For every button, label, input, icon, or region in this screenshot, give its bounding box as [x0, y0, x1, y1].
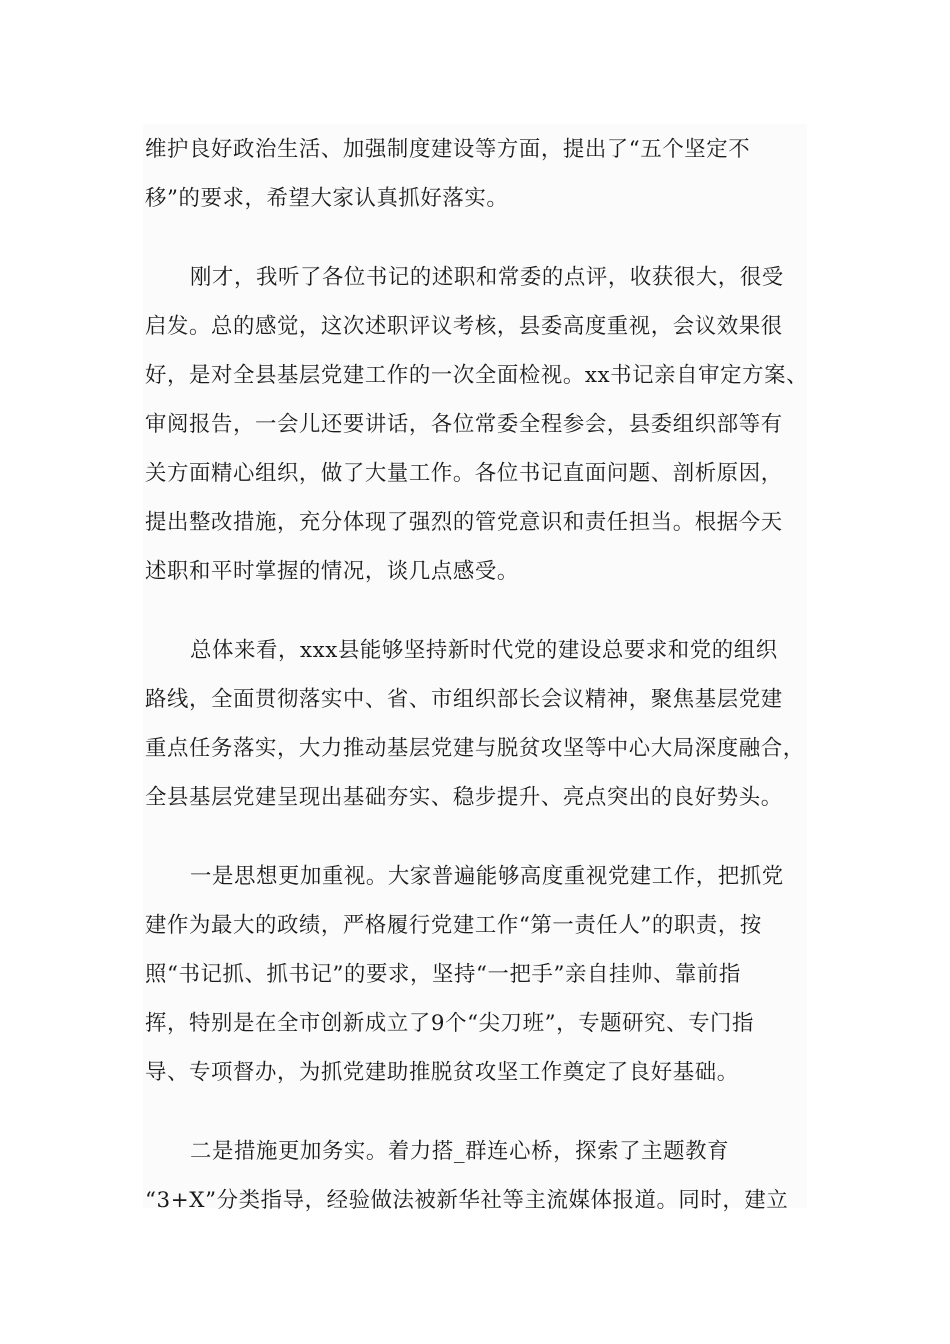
text-line: 照“书记抓、抓书记”的要求，坚持“一把手”亲自挂帅、靠前指: [145, 962, 741, 987]
text-line: 导、专项督办，为抓党建助推脱贫攻坚工作奠定了良好基础。: [145, 1060, 739, 1085]
text-line: 审阅报告，一会儿还要讲话，各位常委全程参会，县委组织部等有: [145, 412, 783, 437]
paragraph-3: [145, 626, 817, 822]
text-line: 刚才，我听了各位书记的述职和常委的点评，收获很大，很受: [190, 265, 784, 290]
text-line: 路线，全面贯彻落实中、省、市组织部长会议精神，聚焦基层党建: [145, 687, 783, 712]
text-line: 全县基层党建呈现出基础夯实、稳步提升、亮点突出的良好势头。: [145, 785, 783, 810]
paragraph-2: [145, 253, 817, 596]
text-line: 提出整改措施，充分体现了强烈的管党意识和责任担当。根据今天: [145, 510, 783, 535]
document-body: [145, 125, 817, 1255]
text-line: 一是思想更加重视。大家普遍能够高度重视党建工作，把抓党: [190, 864, 784, 889]
paragraph-5: [145, 1127, 817, 1225]
text-line: 维护良好政治生活、加强制度建设等方面，提出了“五个坚定不: [145, 137, 751, 162]
text-line: 述职和平时掌握的情况，谈几点感受。: [145, 559, 519, 584]
text-line: 好，是对全县基层党建工作的一次全面检视。xx书记亲自审定方案、: [145, 363, 809, 388]
text-line: 挥，特别是在全市创新成立了9个“尖刀班”，专题研究、专门指: [145, 1011, 755, 1036]
text-line: 关方面精心组织，做了大量工作。各位书记直面问题、剖析原因，: [145, 461, 783, 486]
text-line: 重点任务落实，大力推动基层党建与脱贫攻坚等中心大局深度融合，: [145, 736, 805, 761]
text-line: 二是措施更加务实。着力搭_群连心桥，探索了主题教育: [190, 1139, 730, 1164]
paragraph-4: [145, 852, 817, 1097]
text-line: “3+X”分类指导，经验做法被新华社等主流媒体报道。同时，建立: [145, 1188, 789, 1213]
text-line: 建作为最大的政绩，严格履行党建工作“第一责任人”的职责，按: [145, 913, 762, 938]
text-line: 启发。总的感觉，这次述职评议考核，县委高度重视，会议效果很: [145, 314, 783, 339]
text-line: 移”的要求，希望大家认真抓好落实。: [145, 186, 509, 211]
paragraph-1: [145, 125, 817, 223]
text-line: 总体来看，xxx县能够坚持新时代党的建设总要求和党的组织: [190, 638, 778, 663]
